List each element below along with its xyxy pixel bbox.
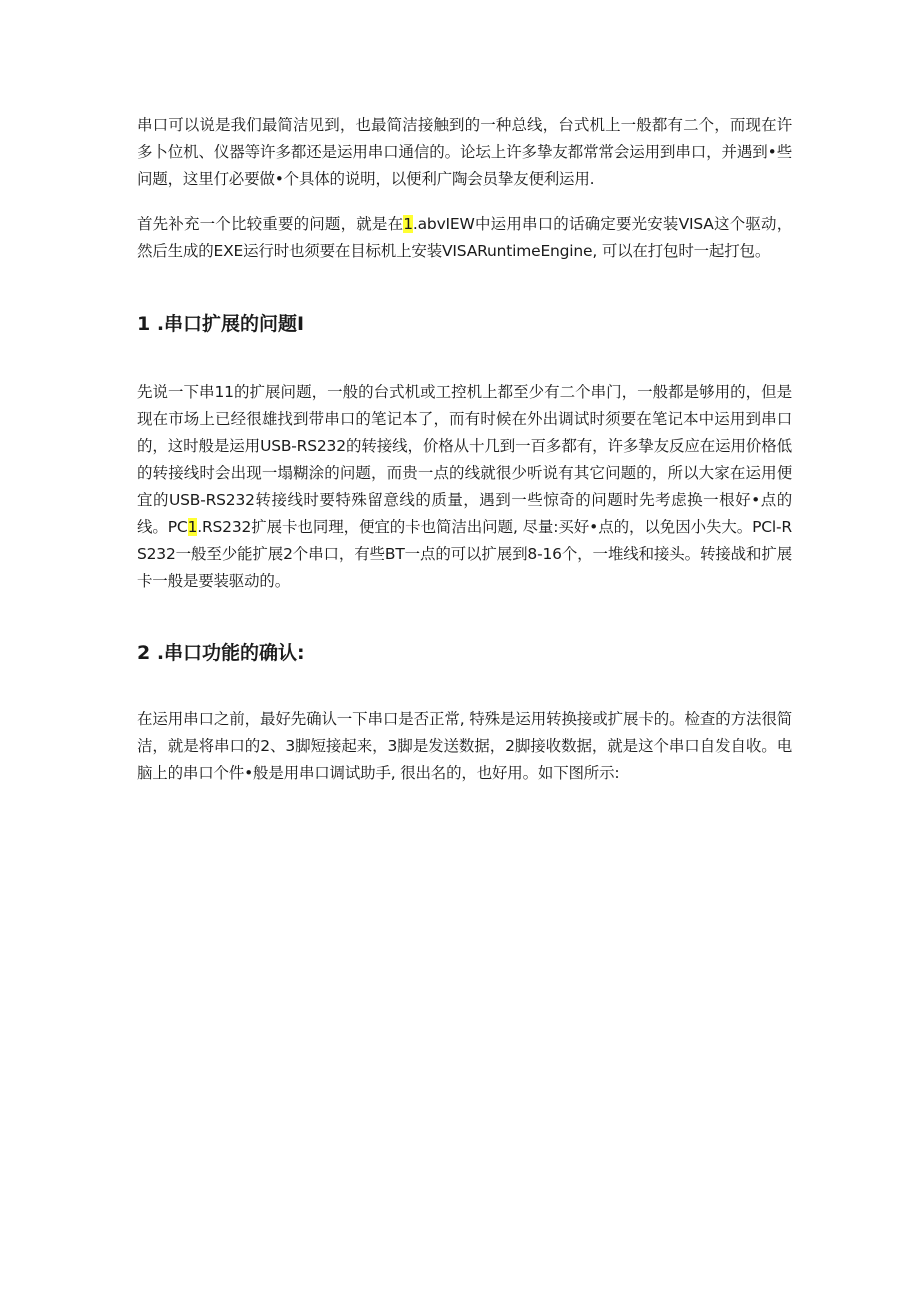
section-heading-serial-expansion: 1 .串口扩展的问题I — [137, 313, 305, 335]
serial-check-paragraph: 在运用串口之前，最好先确认一下串口是否正常, 特殊是运用转换接或扩展卡的。检查的方法很简洁，就是将串口的2、3脚短接起来，3脚是发送数据，2脚接收数据，就是这个串口自发自收。电脑上的串口个件•般是用串口调试助手, 很出名的，也好用。如下图所示: — [137, 710, 792, 782]
intro-paragraph: 串口可以说是我们最简洁见到，也最简洁接触到的一种总线，台式机上一般都有二个，而现在许多卜位机、仪器等许多都还是运用串口通信的。论坛上许多挚友都常常会运用到串口，并遇到•些问题，这里仃必要做•个具体的说明，以便利广陶会员挚友便利运用. — [137, 116, 792, 188]
serial-expansion-paragraph-lead: 先说一下串11的扩展问题，一般的台式机或工控机上都至少有二个串门，一般都是够用的，但是现在市场上已经很雄找到带串口的笔记本了，而有时候在外出调试时须要在笔记本中运用到串口的，这时般是运用USB-RS232的转接线，价格从十几到一百多都有，许多挚友反应在运用价格低的转接线时会出现一塌糊涂的问题，而贵一点的线就很少听说有其它问题的，所以大家在运用便宜的USB-RS232转接线时要特殊留意线的质量，遇到一些惊奇的问题时先考虑换一根好•点的线。PC — [137, 383, 792, 536]
highlighted-text: 1 — [403, 215, 413, 233]
serial-expansion-paragraph — [137, 379, 792, 595]
labview-visa-paragraph — [137, 211, 792, 265]
serial-expansion-paragraph-tail: .RS232扩展卡也同理，便宜的卡也简洁出问题, 尽量:买好•点的，以免因小失大。PCl-RS232一般至少能扩展2个串口，有些BT一点的可以扩展到8-16个，一堆线和接头。转接战和扩展卡一般是要装驱动的。 — [137, 518, 792, 590]
document-body — [137, 112, 792, 787]
labview-visa-paragraph-tail: .abvIEW中运用串口的话确定要光安装VISA这个驱动，然后生成的EXE运行时也须要在目标机上安装VISARuntimeEngine, 可以在打包时一起打包。 — [137, 215, 792, 260]
labview-visa-paragraph-lead: 首先补充一个比较重要的问题，就是在 — [137, 215, 404, 233]
highlighted-text: 1 — [187, 518, 198, 536]
section-heading-serial-check: 2 .串口功能的确认: — [137, 642, 305, 664]
